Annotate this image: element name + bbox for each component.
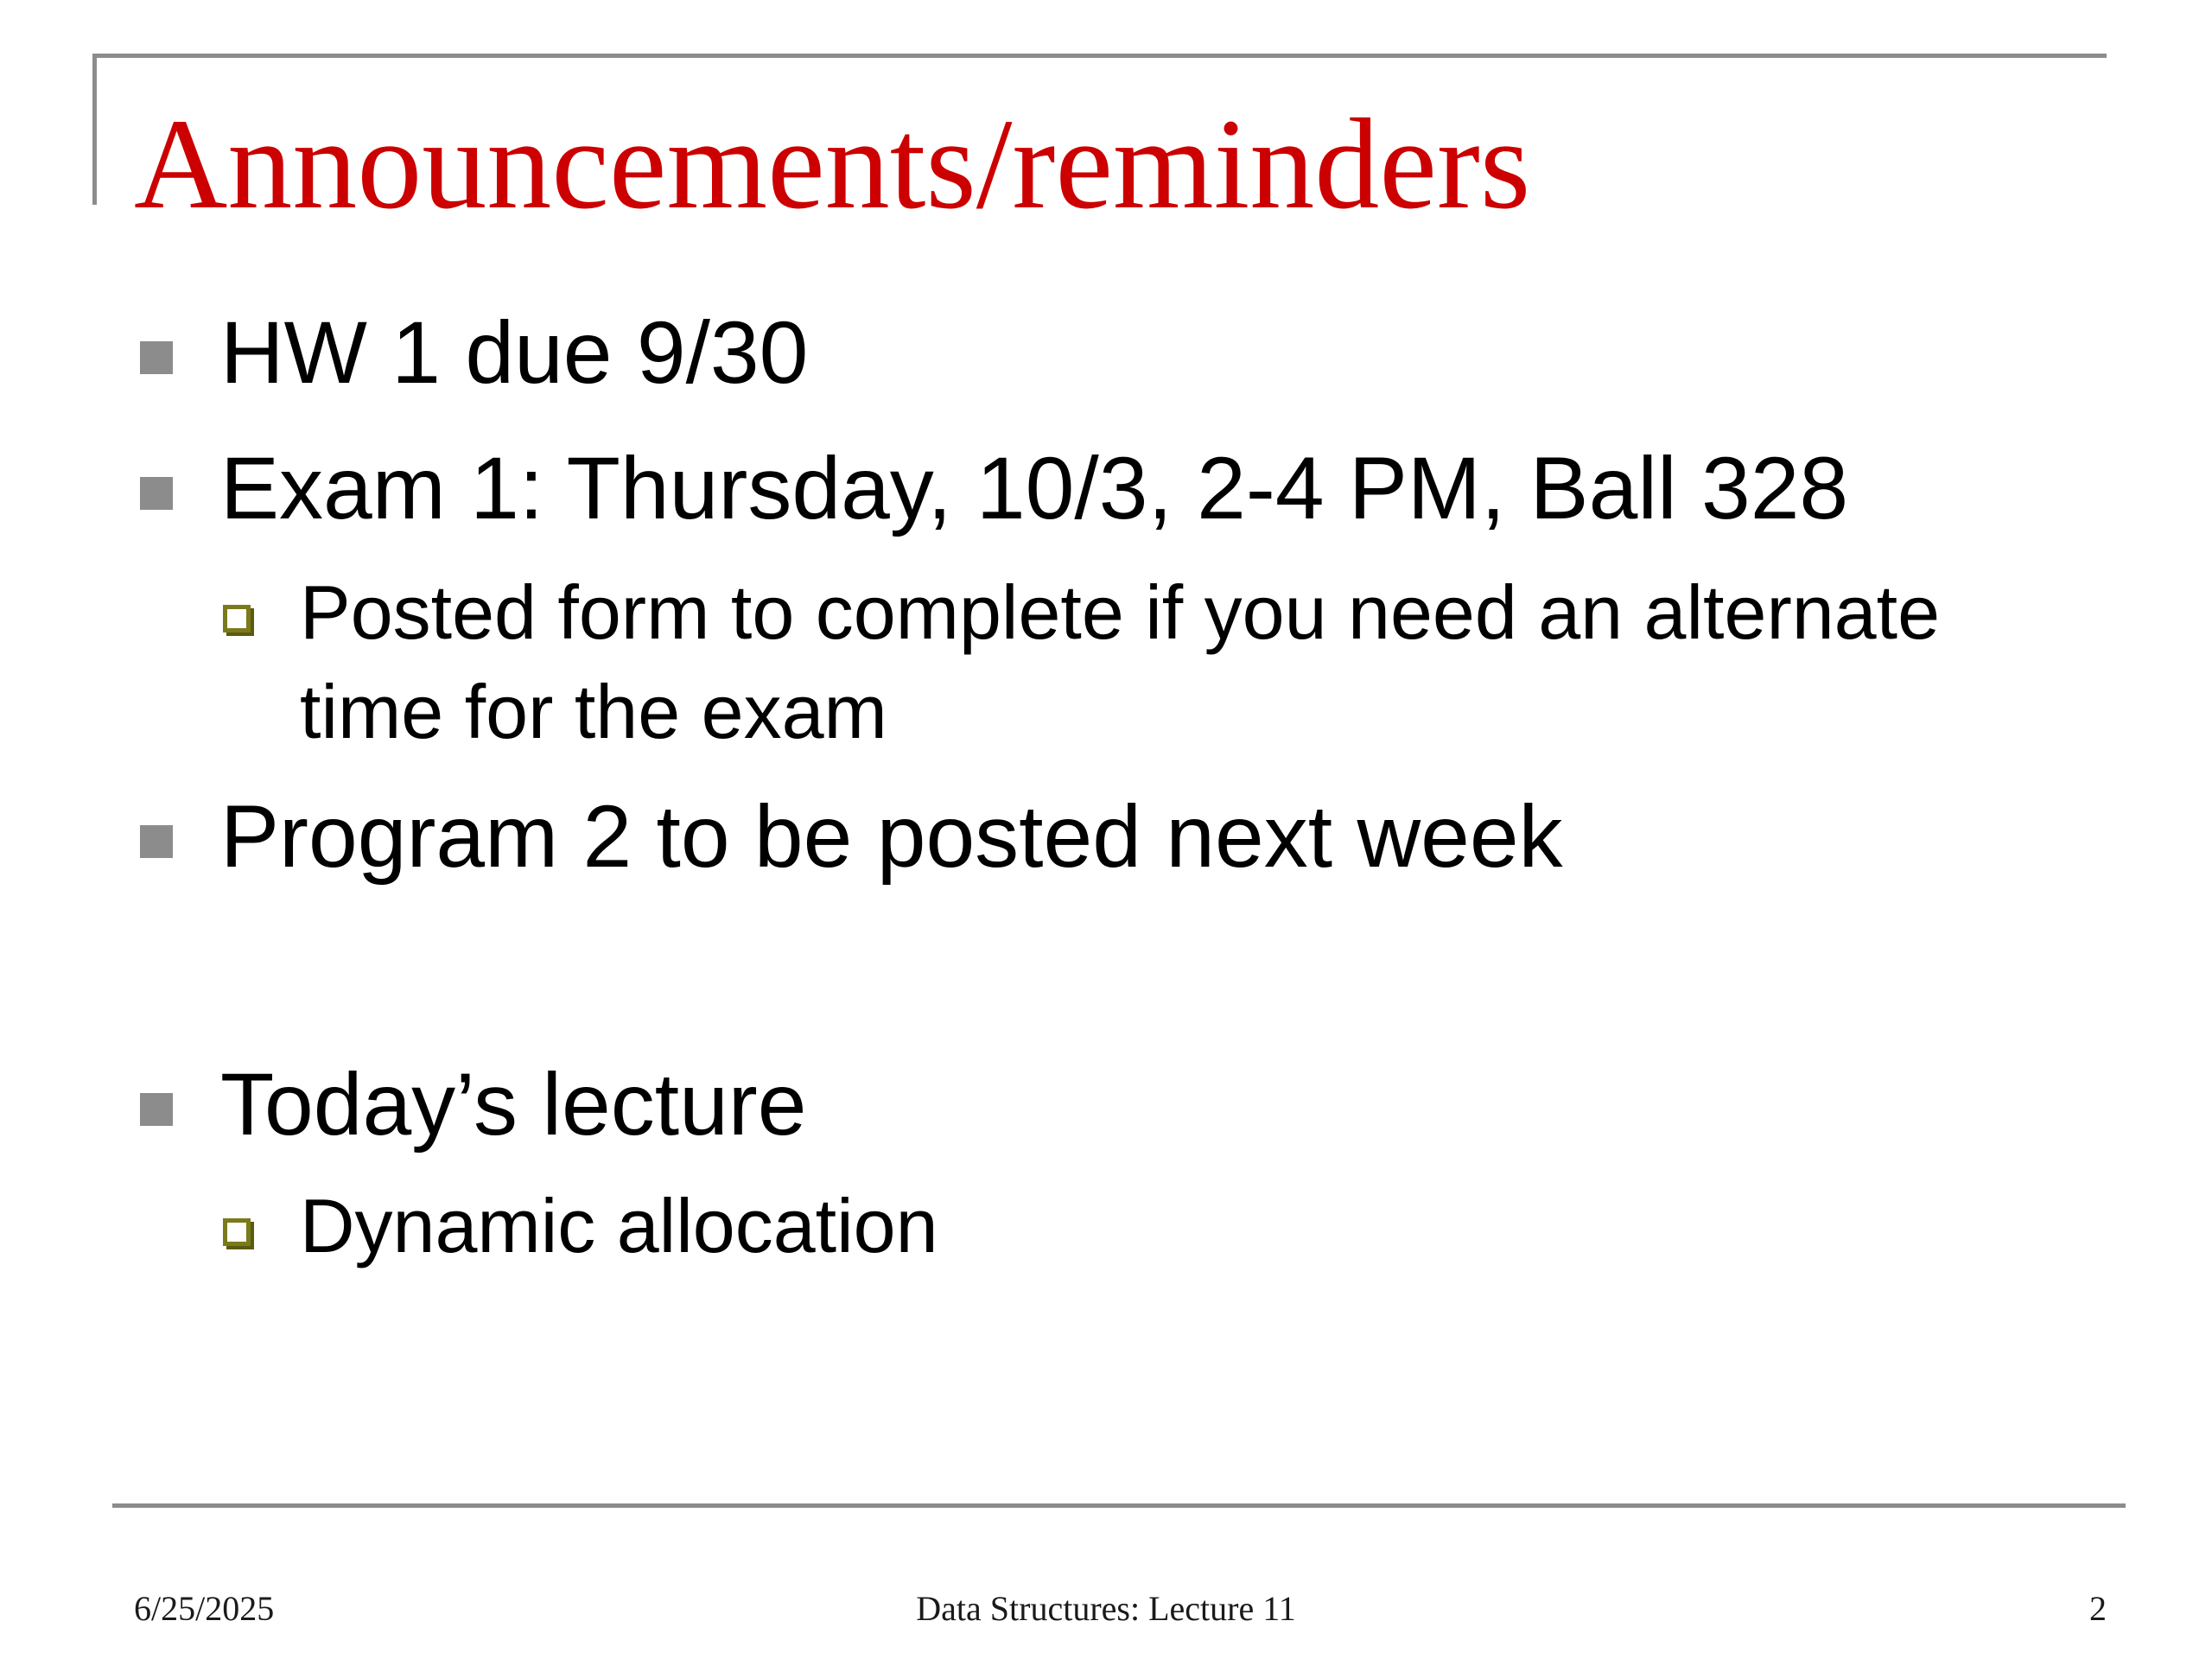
bullet-exam1: Exam 1: Thursday, 10/3, 2-4 PM, Ball 328 <box>220 439 1849 537</box>
hollow-square-icon <box>223 1218 251 1246</box>
bullet-hw1: HW 1 due 9/30 <box>220 303 809 402</box>
footer-rule <box>112 1503 2126 1508</box>
footer-title: Data Structures: Lecture 11 <box>916 1589 1296 1628</box>
bullet-program2: Program 2 to be posted next week <box>220 787 1563 886</box>
filled-square-icon <box>140 477 173 510</box>
hollow-square-icon <box>223 605 251 632</box>
footer-page-number: 2 <box>2089 1589 2107 1628</box>
subbullet-posted-form-line1: Posted form to complete if you need an alternate <box>300 569 1941 655</box>
filled-square-icon <box>140 825 173 858</box>
slide-title: Announcements/reminders <box>134 92 1531 236</box>
bullet-todays-lecture: Today’s lecture <box>220 1055 807 1154</box>
filled-square-icon <box>140 1093 173 1126</box>
subbullet-posted-form-line2: time for the exam <box>300 669 887 754</box>
footer-date: 6/25/2025 <box>134 1589 275 1628</box>
subbullet-dynamic-allocation: Dynamic allocation <box>300 1183 938 1268</box>
filled-square-icon <box>140 341 173 374</box>
